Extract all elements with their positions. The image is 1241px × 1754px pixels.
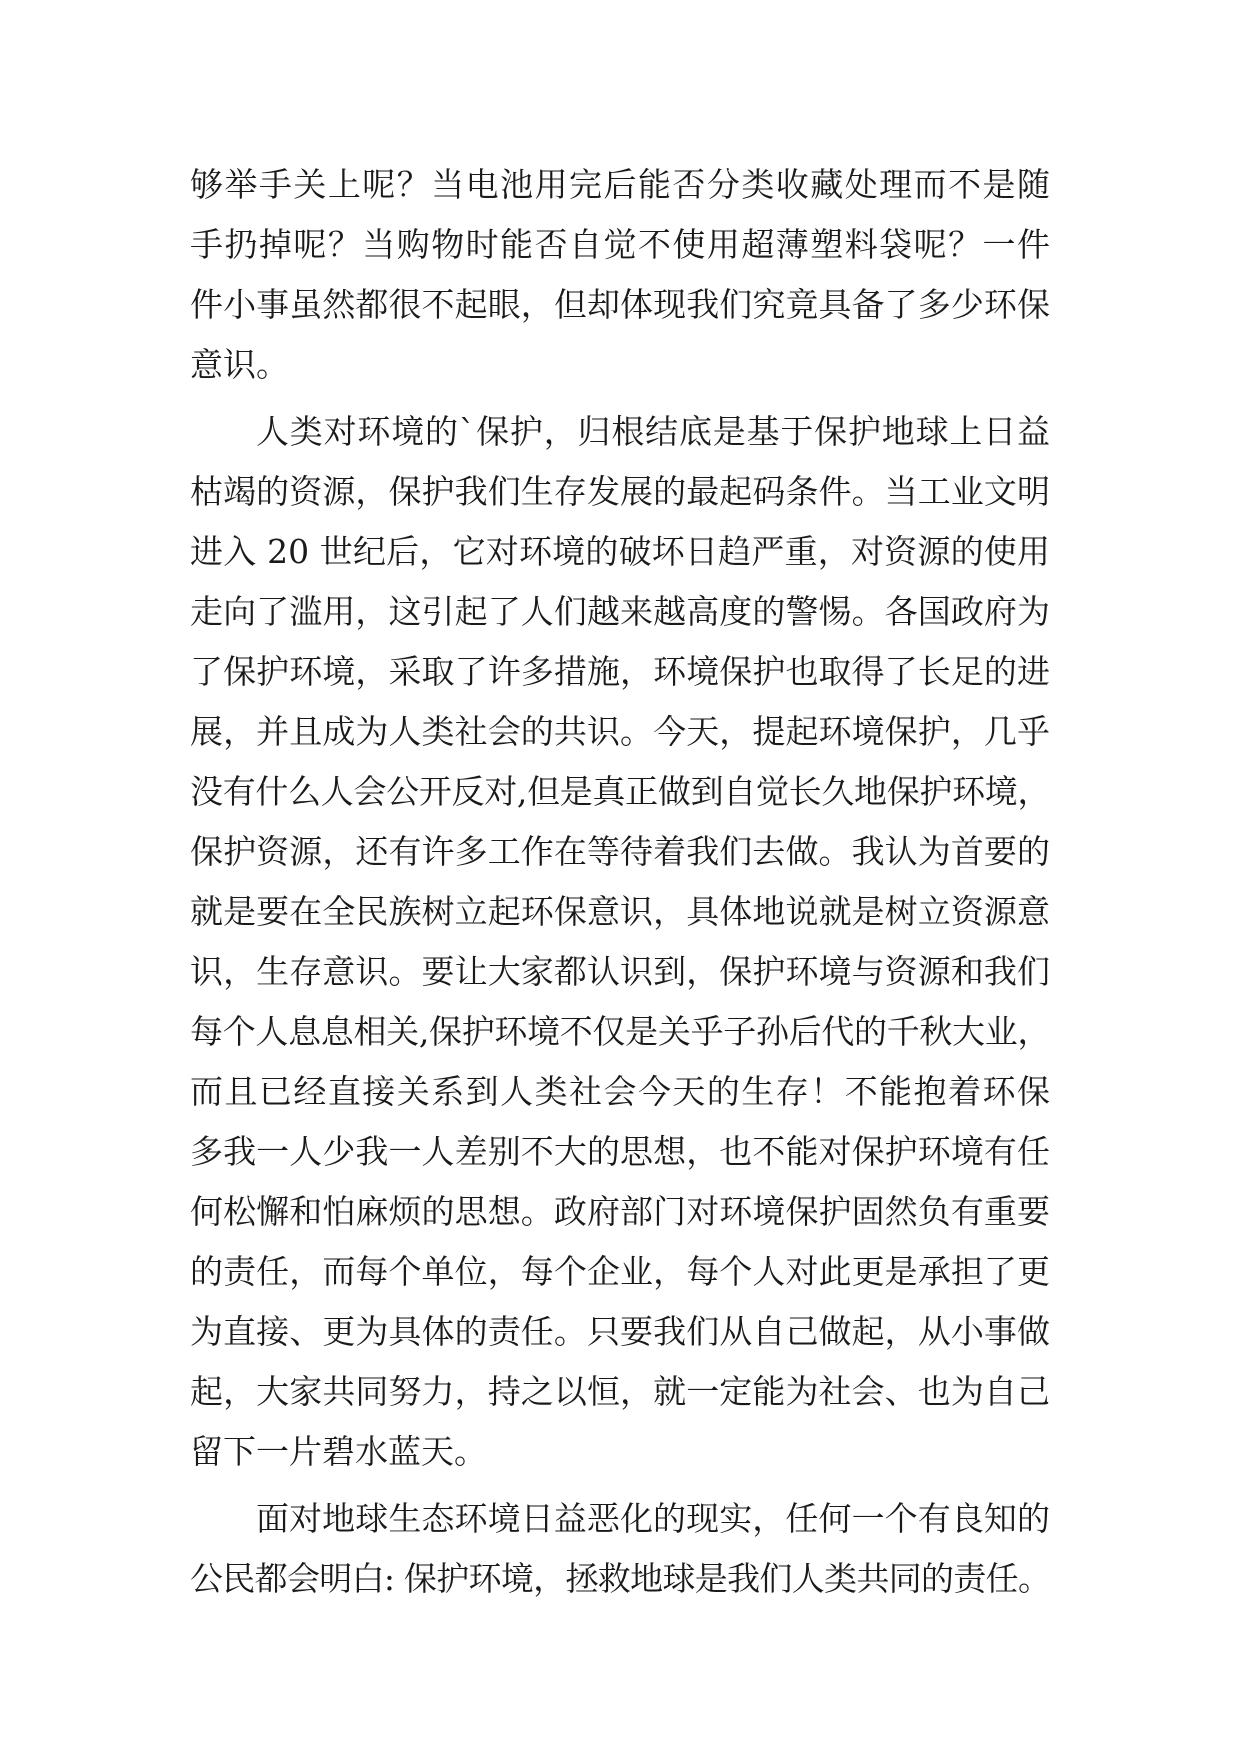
text-line: 公民都会明白: 保护环境，拯救地球是我们人类共同的责任。 [190,1559,1050,1598]
text-line: 手扔掉呢？当购物时能否自觉不使用超薄塑料袋呢？一件 [190,225,1050,264]
text-line: 而且已经直接关系到人类社会今天的生存！不能抱着环保 [190,1072,1050,1111]
text-line: 够举手关上呢？当电池用完后能否分类收藏处理而不是随 [190,165,1050,204]
text-line: 走向了滥用，这引起了人们越来越高度的警惕。各国政府为 [190,592,1050,631]
paragraph-3 [190,1489,1050,1609]
text-line: 了保护环境，采取了许多措施，环境保护也取得了长足的进 [190,652,1050,691]
text-line: 何松懈和怕麻烦的思想。政府部门对环境保护固然负有重要 [190,1192,1050,1231]
text-line: 多我一人少我一人差别不大的思想，也不能对保护环境有任 [190,1132,1050,1171]
body-text [190,155,1050,1609]
text-line: 进入 20 世纪后，它对环境的破坏日趋严重，对资源的使用 [190,532,1050,571]
text-line: 为直接、更为具体的责任。只要我们从自己做起，从小事做 [190,1312,1050,1351]
paragraph-spacing [190,395,1050,402]
text-line: 就是要在全民族树立起环保意识，具体地说就是树立资源意 [190,892,1050,931]
text-line: 起，大家共同努力，持之以恒，就一定能为社会、也为自己 [190,1372,1050,1411]
text-line: 留下一片碧水蓝天。 [190,1432,487,1471]
text-line: 的责任，而每个单位，每个企业，每个人对此更是承担了更 [190,1252,1050,1291]
text-line: 意识。 [190,345,289,384]
text-line: 展，并且成为人类社会的共识。今天，提起环境保护，几乎 [190,712,1050,751]
text-line: 每个人息息相关,保护环境不仅是关乎子孙后代的千秋大业， [190,1012,1050,1051]
text-line: 识，生存意识。要让大家都认识到，保护环境与资源和我们 [190,952,1050,991]
text-line: 件小事虽然都很不起眼，但却体现我们究竟具备了多少环保 [190,285,1050,324]
paragraph-1 [190,155,1050,395]
text-line: 面对地球生态环境日益恶化的现实，任何一个有良知的 [256,1499,1050,1538]
text-line: 人类对环境的`保护，归根结底是基于保护地球上日益 [256,412,1050,451]
paragraph-2 [190,402,1050,1482]
text-line: 保护资源，还有许多工作在等待着我们去做。我认为首要的 [190,832,1050,871]
paragraph-spacing [190,1482,1050,1489]
text-line: 没有什么人会公开反对,但是真正做到自觉长久地保护环境， [190,772,1050,811]
text-line: 枯竭的资源，保护我们生存发展的最起码条件。当工业文明 [190,472,1050,511]
